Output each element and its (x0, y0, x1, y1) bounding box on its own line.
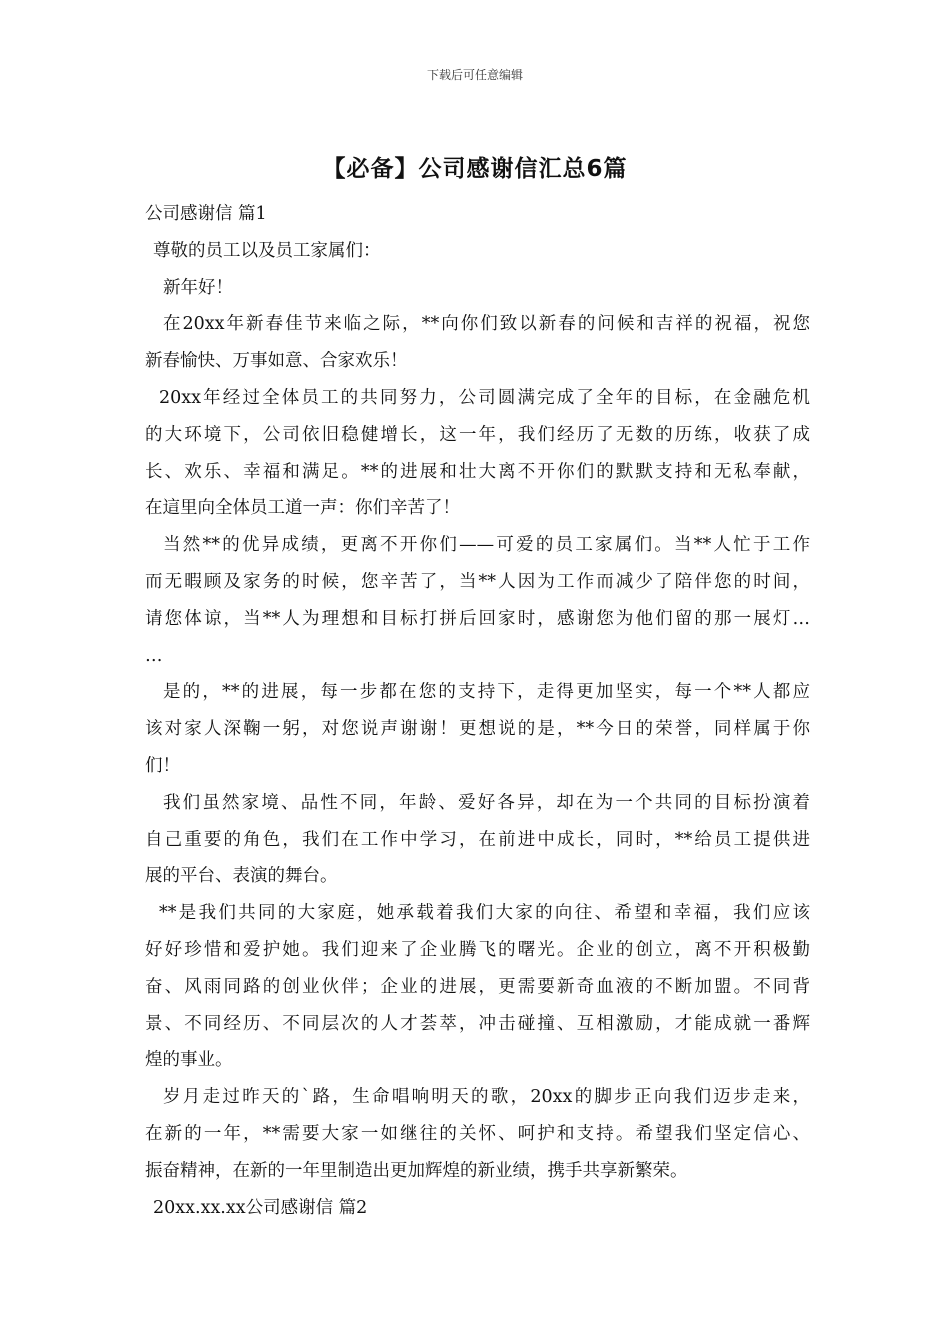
text-line: 而无暇顾及家务的时候，您辛苦了，当**人因为工作而减少了陪伴您的时间， (145, 571, 810, 592)
section-heading: 20xx.xx.xx公司感谢信 篇2 (153, 1197, 368, 1218)
text-line: 长、欢乐、幸福和满足。**的进展和壮大离不开你们的默默支持和无私奉献， (145, 461, 810, 482)
text-line: 的大环境下，公司依旧稳健增长，这一年，我们经历了无数的历练，收获了成 (145, 424, 810, 445)
text-line: 该对家人深鞠一躬，对您说声谢谢！更想说的是，**今日的荣誉，同样属于你 (145, 719, 810, 740)
text-line: 在這里向全体员工道一声：你们辛苦了！ (145, 498, 460, 519)
text-line: 尊敬的员工以及员工家属们： (153, 240, 381, 261)
text-line: 自己重要的角色，我们在工作中学习，在前进中成长，同时，**给员工提供进 (145, 829, 810, 850)
text-line: … (145, 645, 163, 666)
text-line: 是的，**的进展，每一步都在您的支持下，走得更加坚实，每一个**人都应 (163, 682, 810, 703)
text-line: 好好珍惜和爱护她。我们迎来了企业腾飞的曙光。企业的创立，离不开积极勤 (145, 939, 810, 960)
text-line: 岁月走过昨天的`路，生命唱响明天的歌，20xx的脚步正向我们迈步走来， (163, 1087, 810, 1108)
text-line: 当然**的优异成绩，更离不开你们——可爱的员工家属们。当**人忙于工作 (163, 535, 810, 556)
text-line: 请您体谅，当**人为理想和目标打拼后回家时，感谢您为他们留的那一展灯… (145, 608, 810, 629)
text-line: 们！ (145, 755, 180, 776)
text-line: 20xx年经过全体员工的共同努力，公司圆满完成了全年的目标，在金融危机 (159, 387, 810, 408)
text-line: 在20xx年新春佳节来临之际，**向你们致以新春的问候和吉祥的祝福，祝您 (163, 314, 810, 335)
document-body (145, 196, 810, 1226)
text-line: 景、不同经历、不同层次的人才荟萃，冲击碰撞、互相激励，才能成就一番辉 (145, 1013, 810, 1034)
text-line: 煌的事业。 (145, 1050, 233, 1071)
document-title: 【必备】公司感谢信汇总6篇 (322, 156, 628, 182)
text-line: 新春愉快、万事如意、合家欢乐！ (145, 351, 408, 372)
header-note: 下载后可任意编辑 (426, 68, 523, 82)
text-line: 展的平台、表演的舞台。 (145, 866, 338, 887)
text-line: 在新的一年，**需要大家一如继往的关怀、呵护和支持。希望我们坚定信心、 (145, 1123, 810, 1144)
text-line: 我们虽然家境、品性不同，年龄、爱好各异，却在为一个共同的目标扮演着 (163, 792, 810, 813)
text-line: 奋、风雨同路的创业伙伴；企业的进展，更需要新奇血液的不断加盟。不同背 (145, 976, 810, 997)
text-line: 振奋精神，在新的一年里制造出更加辉煌的新业绩，携手共享新繁荣。 (145, 1160, 688, 1181)
text-line: 公司感谢信 篇1 (145, 204, 267, 224)
text-line: 新年好！ (163, 277, 233, 298)
text-line: **是我们共同的大家庭，她承载着我们大家的向往、希望和幸福，我们应该 (159, 903, 810, 924)
